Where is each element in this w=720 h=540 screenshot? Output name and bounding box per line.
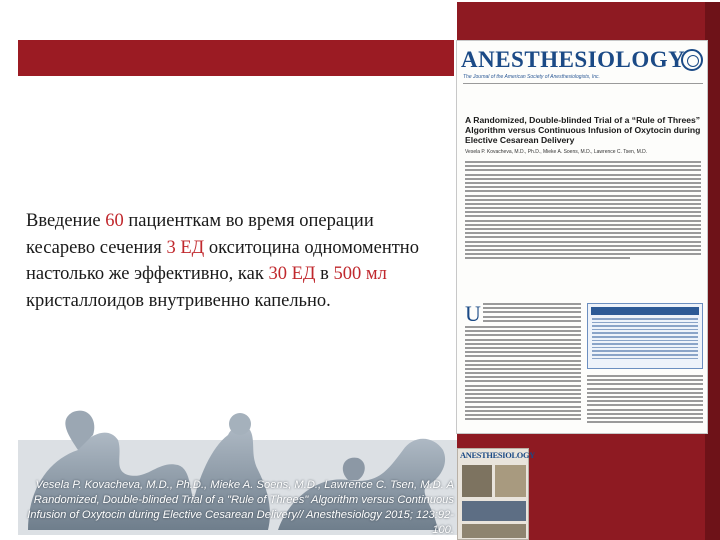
drop-cap: U (465, 301, 481, 326)
header-accent-bar (18, 40, 454, 76)
text-segment: в (315, 264, 334, 284)
body-column-left-top (483, 303, 581, 324)
abstract-text-block (465, 161, 701, 262)
thumbnail-title: ANESTHESIOLOGY (460, 451, 535, 460)
summary-box-header (591, 307, 699, 315)
journal-seal-icon (681, 49, 703, 71)
journal-cover-thumbnail (457, 448, 535, 540)
highlighted-value: 60 (105, 211, 124, 231)
text-segment: Введение (26, 211, 106, 231)
body-column-left (465, 326, 581, 422)
highlighted-value: 3 ЕД (166, 237, 205, 258)
text-segment: пациенткам во время операции кесарево сечения (26, 211, 374, 258)
highlighted-value: 500 мл (333, 264, 387, 284)
highlighted-value: 30 ЕД (268, 264, 316, 284)
text-segment: окситоцина одномоментно настолько же эффективно, как (26, 237, 419, 284)
summary-box (587, 303, 703, 369)
article-authors: Vesela P. Kovacheva, M.D., Ph.D., Mieke A. Soens, M.D., Lawrence C. Tsen, M.D. (465, 149, 648, 155)
journal-logo: ANESTHESIOLOGY (461, 47, 686, 72)
text-segment: кристаллоидов внутривенно капельно. (26, 290, 331, 311)
citation-text: Vesela P. Kovacheva, M.D., Ph.D., Mieke A. Soens, M.D., Lawrence C. Tsen, M.D. A Randomized, Double-blinded Trial of a "Rule of Threes" Algorithm versus Continuous Infusion of Oxytocin during Elective Cesarean Delivery// Anesthesiology 2015; 123:92-100. (27, 479, 454, 536)
slide-body-text (26, 208, 446, 314)
divider (463, 83, 703, 84)
article-title: A Randomized, Double-blinded Trial of a “Rule of Threes” Algorithm versus Continuous Infusion of Oxytocin during Elective Cesarean Delivery (465, 115, 701, 145)
journal-subtitle: The Journal of the American Society of Anesthesiologists, Inc. (463, 74, 600, 80)
body-column-right (587, 375, 703, 425)
journal-article-page (456, 40, 708, 434)
